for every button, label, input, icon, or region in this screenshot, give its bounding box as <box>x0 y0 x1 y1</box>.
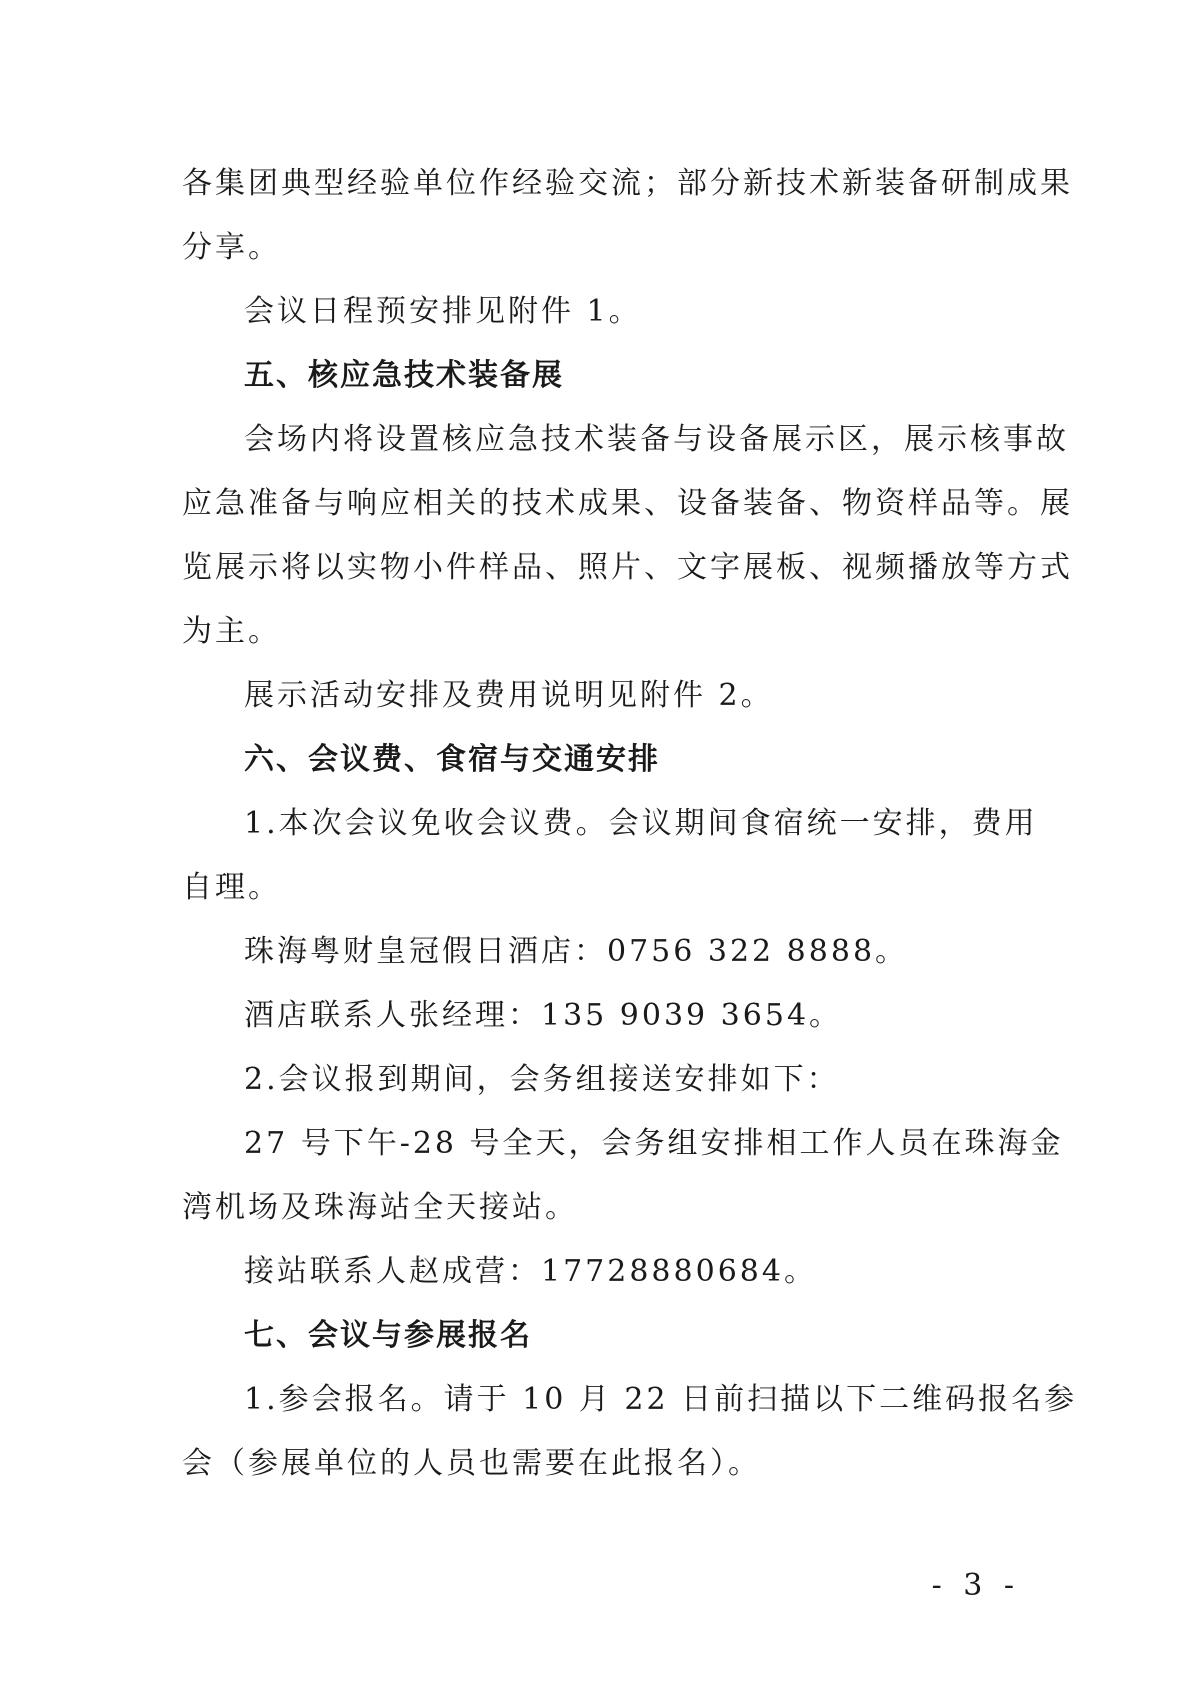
paragraph-line: 湾机场及珠海站全天接站。 <box>182 1190 578 1225</box>
page-number: - 3 - <box>931 1568 1020 1603</box>
paragraph-line: 会议日程预安排见附件 1。 <box>244 294 642 329</box>
paragraph-line: 27 号下午-28 号全天，会务组安排相工作人员在珠海金 <box>244 1126 1064 1161</box>
paragraph-line: 为主。 <box>182 614 281 649</box>
pickup-contact-line: 接站联系人赵成营：17728880684。 <box>244 1254 817 1289</box>
paragraph-line: 2.会议报到期间，会务组接送安排如下： <box>244 1062 840 1097</box>
paragraph-line: 应急准备与响应相关的技术成果、设备装备、物资样品等。展 <box>182 486 1073 521</box>
paragraph-line: 分享。 <box>182 230 281 265</box>
paragraph-line: 自理。 <box>182 870 281 905</box>
hotel-phone-line: 珠海粤财皇冠假日酒店：0756 322 8888。 <box>244 934 909 969</box>
paragraph-line: 1.参会报名。请于 10 月 22 日前扫描以下二维码报名参 <box>244 1382 1078 1417</box>
paragraph-line: 会场内将设置核应急技术装备与设备展示区，展示核事故 <box>244 422 1069 457</box>
paragraph-line: 会（参展单位的人员也需要在此报名）。 <box>182 1446 761 1481</box>
paragraph-line: 各集团典型经验单位作经验交流；部分新技术新装备研制成果 <box>182 166 1073 201</box>
body-text <box>182 152 1078 1496</box>
paragraph-line: 展示活动安排及费用说明见附件 2。 <box>244 678 774 713</box>
hotel-contact-line: 酒店联系人张经理：135 9039 3654。 <box>244 998 843 1033</box>
paragraph-line: 览展示将以实物小件样品、照片、文字展板、视频播放等方式 <box>182 550 1073 585</box>
section-heading-5: 五、核应急技术装备展 <box>244 358 564 393</box>
section-heading-6: 六、会议费、食宿与交通安排 <box>244 742 660 777</box>
section-heading-7: 七、会议与参展报名 <box>244 1318 532 1353</box>
paragraph-line: 1.本次会议免收会议费。会议期间食宿统一安排，费用 <box>244 806 1038 841</box>
